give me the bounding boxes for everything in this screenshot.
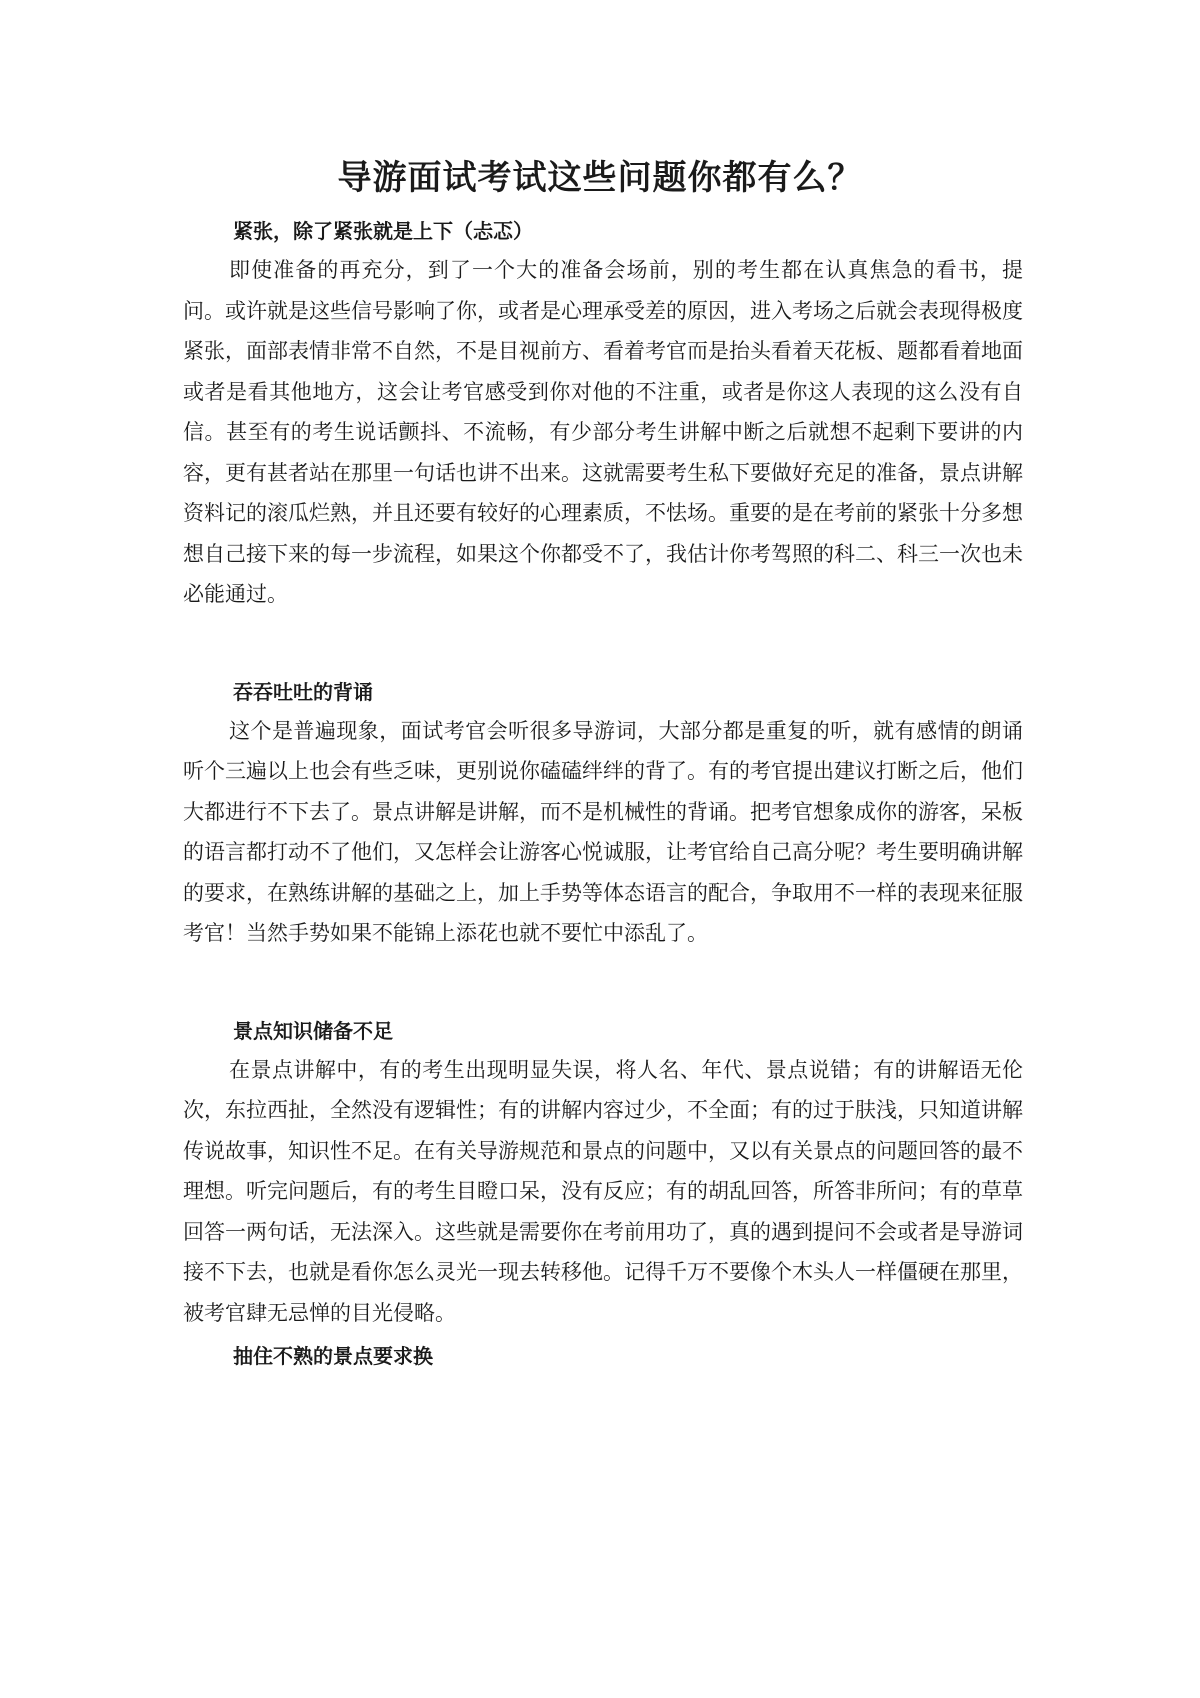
section-spacer	[183, 954, 1023, 1012]
document-title: 导游面试考试这些问题你都有么？	[337, 158, 863, 198]
section-paragraph: 这个是普遍现象，面试考官会听很多导游词，大部分都是重复的听，就有感情的朗诵听个三遍以上也会有些乏味，更别说你磕磕绊绊的背了。有的考官提出建议打断之后，他们大都进行不下去了。景点讲解是讲解，而不是机械性的背诵。把考官想象成你的游客，呆板的语言都打动不了他们，又怎样会让游客心悦诚服，让考官给自己高分呢？考生要明确讲解的要求，在熟练讲解的基础之上，加上手势等体态语言的配合，争取用不一样的表现来征服考官！当然手势如果不能锦上添花也就不要忙中添乱了。	[183, 718, 1023, 945]
section-halting-recitation	[183, 673, 1023, 954]
section-heading: 景点知识储备不足	[233, 1018, 393, 1043]
section-paragraph: 即使准备的再充分，到了一个大的准备会场前，别的考生都在认真焦急的看书，提问。或许就是这些信号影响了你，或者是心理承受差的原因，进入考场之后就会表现得极度紧张，面部表情非常不自然，不是目视前方、看着考官而是抬头看着天花板、题都看着地面或者是看其他地方，这会让考官感受到你对他的不注重，或者是你这人表现的这么没有自信。甚至有的考生说话颤抖、不流畅，有少部分考生讲解中断之后就想不起剩下要讲的内容，更有甚者站在那里一句话也讲不出来。这就需要考生私下要做好充足的准备，景点讲解资料记的滚瓜烂熟，并且还要有较好的心理素质，不怯场。重要的是在考前的紧张十分多想想自己接下来的每一步流程，如果这个你都受不了，我估计你考驾照的科二、科三一次也未必能通过。	[183, 258, 1023, 606]
document-body	[183, 212, 1023, 1375]
section-spacer	[183, 615, 1023, 673]
section-paragraph: 在景点讲解中，有的考生出现明显失误，将人名、年代、景点说错；有的讲解语无伦次，东拉西扯，全然没有逻辑性；有的讲解内容过少，不全面；有的过于肤浅，只知道讲解传说故事，知识性不足。在有关导游规范和景点的问题中，又以有关景点的问题回答的最不理想。听完问题后，有的考生目瞪口呆，没有反应；有的胡乱回答，所答非所问；有的草草回答一两句话，无法深入。这些就是需要你在考前用功了，真的遇到提问不会或者是导游词接不下去，也就是看你怎么灵光一现去转移他。记得千万不要像个木头人一样僵硬在那里，被考官肆无忌惮的目光侵略。	[183, 1057, 1023, 1325]
section-heading: 抽住不熟的景点要求换	[233, 1344, 433, 1368]
section-insufficient-knowledge	[183, 1012, 1023, 1334]
section-request-change	[183, 1337, 1023, 1375]
section-heading: 紧张，除了紧张就是上下（忐忑）	[233, 219, 533, 243]
section-nervousness	[183, 212, 1023, 615]
section-heading: 吞吞吐吐的背诵	[233, 679, 373, 704]
